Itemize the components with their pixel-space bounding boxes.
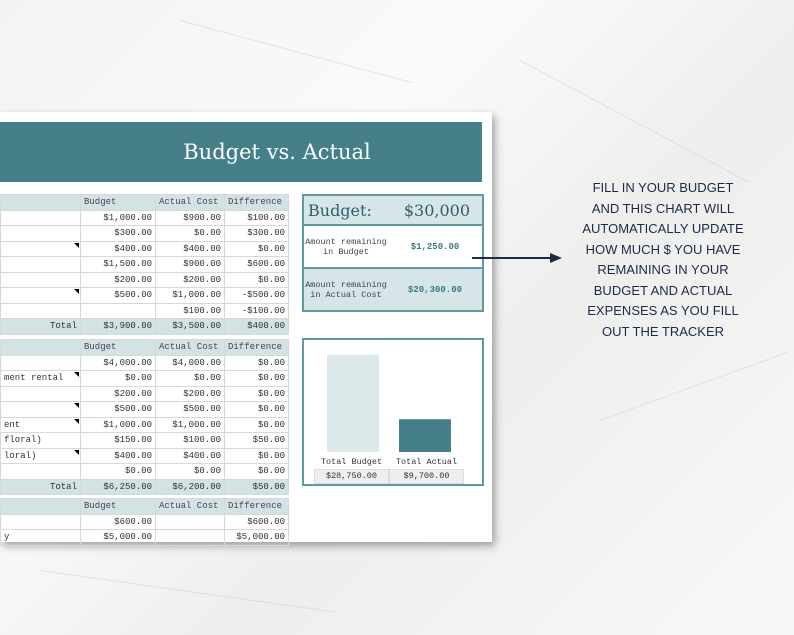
total-budget: $3,900.00	[81, 319, 156, 335]
header-cell: Budget	[81, 195, 156, 211]
actual-cell[interactable]: $200.00	[156, 386, 225, 402]
table-row	[1, 272, 289, 288]
table-row	[1, 210, 289, 226]
budget-value[interactable]: $30,000	[403, 200, 470, 220]
actual-cell[interactable]: $0.00	[156, 226, 225, 242]
category-label-budget: Total Budget	[320, 457, 383, 467]
budget-cell[interactable]: $300.00	[81, 226, 156, 242]
item-label-cell[interactable]	[1, 448, 81, 464]
difference-cell: $0.00	[225, 272, 289, 288]
table-row	[1, 464, 289, 480]
difference-cell: -$100.00	[225, 303, 289, 319]
category-table-1	[0, 194, 289, 335]
remaining-budget-value: $1,250.00	[410, 241, 460, 252]
header-cell	[1, 499, 81, 515]
callout-line: AND THIS CHART WILL	[591, 200, 735, 216]
header-cell	[1, 340, 81, 356]
remaining-actual-row	[304, 267, 482, 310]
item-label-cell[interactable]	[1, 257, 81, 273]
table-row	[1, 433, 289, 449]
budget-cell[interactable]: $200.00	[81, 272, 156, 288]
value-label-budget: $28,750.00	[314, 469, 389, 484]
note-indicator-icon	[74, 372, 79, 377]
title-banner	[0, 122, 482, 182]
note-indicator-icon	[74, 403, 79, 408]
note-indicator-icon	[74, 243, 79, 248]
table-row	[1, 386, 289, 402]
item-label-cell[interactable]	[1, 272, 81, 288]
budget-cell[interactable]: $600.00	[81, 514, 156, 530]
header-cell: Actual Cost	[156, 195, 225, 211]
actual-cell[interactable]	[156, 514, 225, 530]
budget-actual-chart	[302, 338, 484, 486]
difference-cell: $100.00	[225, 210, 289, 226]
arrow-right-icon	[472, 252, 564, 266]
difference-cell: $300.00	[225, 226, 289, 242]
total-actual: $6,200.00	[156, 479, 225, 495]
note-indicator-icon	[74, 289, 79, 294]
callout-line: FILL IN YOUR BUDGET	[592, 180, 734, 195]
spreadsheet-page	[0, 112, 492, 542]
table-row	[1, 417, 289, 433]
remaining-budget-row	[304, 226, 482, 267]
item-label-cell[interactable]	[1, 288, 81, 304]
header-cell	[1, 195, 81, 211]
table-row	[1, 257, 289, 273]
budget-cell[interactable]: $1,000.00	[81, 210, 156, 226]
item-label-cell[interactable]	[1, 402, 81, 418]
difference-cell: $600.00	[225, 514, 289, 530]
table-row	[1, 530, 289, 546]
category-table-3	[0, 498, 289, 546]
table-row	[1, 241, 289, 257]
header-cell: Difference	[225, 195, 289, 211]
total-difference: $50.00	[225, 479, 289, 495]
page-title: Budget vs. Actual	[183, 140, 371, 164]
total-row	[1, 319, 289, 335]
remaining-actual-label: Amount remaining in Actual Cost	[305, 279, 387, 300]
budget-cell[interactable]: $400.00	[81, 448, 156, 464]
table-row	[1, 226, 289, 242]
item-label: ent	[4, 419, 21, 430]
instruction-callout	[565, 178, 761, 342]
callout-line: REMAINING IN YOUR	[597, 262, 729, 277]
actual-cell[interactable]: $100.00	[156, 303, 225, 319]
budget-cell[interactable]: $200.00	[81, 386, 156, 402]
item-label: floral)	[4, 435, 42, 446]
total-label: Total	[1, 479, 81, 495]
difference-cell: $0.00	[225, 464, 289, 480]
note-indicator-icon	[74, 419, 79, 424]
table-row	[1, 303, 289, 319]
total-actual: $3,500.00	[156, 319, 225, 335]
difference-cell: $0.00	[225, 386, 289, 402]
actual-cell[interactable]: $0.00	[156, 464, 225, 480]
difference-cell: $5,000.00	[225, 530, 289, 546]
item-label-cell[interactable]	[1, 464, 81, 480]
budget-cell[interactable]: $5,000.00	[81, 530, 156, 546]
marble-vein	[520, 60, 750, 183]
total-row	[1, 479, 289, 495]
item-label-cell[interactable]	[1, 386, 81, 402]
budget-cell[interactable]	[81, 303, 156, 319]
difference-cell: $0.00	[225, 417, 289, 433]
actual-cell[interactable]	[156, 530, 225, 546]
header-cell: Difference	[225, 340, 289, 356]
difference-cell: $0.00	[225, 402, 289, 418]
bar-total-budget	[327, 355, 379, 452]
note-indicator-icon	[74, 450, 79, 455]
header-cell: Actual Cost	[156, 499, 225, 515]
item-label-cell[interactable]	[1, 514, 81, 530]
actual-cell[interactable]: $400.00	[156, 448, 225, 464]
actual-cell[interactable]: $4,000.00	[156, 355, 225, 371]
actual-cell[interactable]: $900.00	[156, 257, 225, 273]
header-cell: Difference	[225, 499, 289, 515]
item-label-cell[interactable]	[1, 241, 81, 257]
actual-cell[interactable]: $1,000.00	[156, 288, 225, 304]
callout-line: BUDGET AND ACTUAL	[593, 282, 733, 298]
difference-cell: $600.00	[225, 257, 289, 273]
budget-cell[interactable]: $1,500.00	[81, 257, 156, 273]
item-label-cell[interactable]	[1, 530, 81, 546]
table-row	[1, 288, 289, 304]
actual-cell[interactable]: $0.00	[156, 371, 225, 387]
total-budget: $6,250.00	[81, 479, 156, 495]
item-label-cell[interactable]	[1, 371, 81, 387]
value-label-actual: $9,700.00	[389, 469, 464, 484]
item-label-cell[interactable]	[1, 210, 81, 226]
item-label-cell[interactable]	[1, 355, 81, 371]
callout-line: AUTOMATICALLY UPDATE	[582, 221, 744, 236]
table-row	[1, 402, 289, 418]
remaining-budget-label: Amount remaining in Budget	[305, 236, 387, 257]
item-label-cell[interactable]	[1, 303, 81, 319]
marble-vein	[40, 570, 337, 613]
table-row	[1, 355, 289, 371]
marble-vein	[600, 352, 788, 421]
difference-cell: $0.00	[225, 241, 289, 257]
actual-cell[interactable]: $900.00	[156, 210, 225, 226]
actual-cell[interactable]: $200.00	[156, 272, 225, 288]
total-label: Total	[1, 319, 81, 335]
budget-cell[interactable]: $0.00	[81, 464, 156, 480]
callout-line: HOW MUCH $ YOU HAVE	[585, 241, 741, 257]
actual-cell[interactable]: $100.00	[156, 433, 225, 449]
budget-cell[interactable]: $150.00	[81, 433, 156, 449]
table-row	[1, 448, 289, 464]
bar-total-actual	[399, 419, 451, 452]
table-header-row	[1, 195, 289, 211]
difference-cell: $0.00	[225, 355, 289, 371]
difference-cell: $0.00	[225, 448, 289, 464]
table-row	[1, 371, 289, 387]
budget-cell[interactable]: $500.00	[81, 288, 156, 304]
item-label: ment rental	[4, 373, 64, 384]
item-label-cell[interactable]	[1, 417, 81, 433]
actual-cell[interactable]: $1,000.00	[156, 417, 225, 433]
remaining-actual-value: $20,300.00	[407, 284, 462, 295]
header-cell: Budget	[81, 340, 156, 356]
budget-total-header	[304, 196, 482, 226]
item-label: loral)	[4, 450, 37, 461]
budget-summary-panel	[302, 194, 484, 312]
callout-line: OUT THE TRACKER	[601, 323, 725, 339]
total-difference: $400.00	[225, 319, 289, 335]
bar-chart-svg	[304, 340, 482, 456]
budget-cell[interactable]: $0.00	[81, 371, 156, 387]
budget-cell[interactable]: $500.00	[81, 402, 156, 418]
table-row	[1, 514, 289, 530]
table-header-row	[1, 340, 289, 356]
header-cell: Budget	[81, 499, 156, 515]
header-cell: Actual Cost	[156, 340, 225, 356]
chart-labels	[314, 456, 464, 484]
difference-cell: $0.00	[225, 371, 289, 387]
table-header-row	[1, 499, 289, 515]
item-label: y	[4, 532, 10, 543]
item-label-cell[interactable]	[1, 433, 81, 449]
budget-label: Budget:	[308, 200, 372, 220]
actual-cell[interactable]: $400.00	[156, 241, 225, 257]
category-table-2	[0, 339, 289, 495]
difference-cell: -$500.00	[225, 288, 289, 304]
difference-cell: $50.00	[225, 433, 289, 449]
budget-cell[interactable]: $1,000.00	[81, 417, 156, 433]
budget-cell[interactable]: $4,000.00	[81, 355, 156, 371]
actual-cell[interactable]: $500.00	[156, 402, 225, 418]
item-label-cell[interactable]	[1, 226, 81, 242]
category-label-actual: Total Actual	[395, 457, 458, 467]
callout-line: EXPENSES AS YOU FILL	[587, 303, 739, 318]
budget-cell[interactable]: $400.00	[81, 241, 156, 257]
marble-vein	[180, 20, 412, 83]
